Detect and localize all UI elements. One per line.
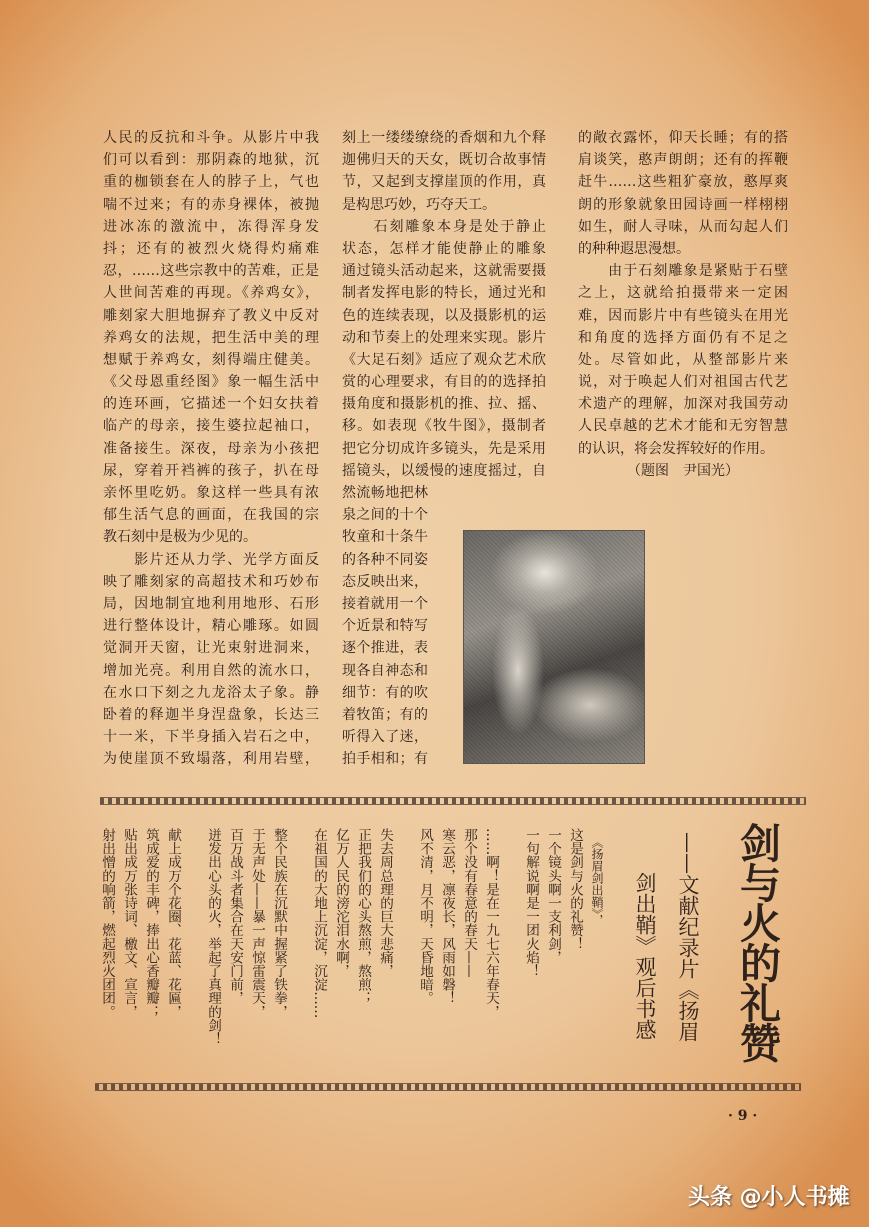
stone-carving-photo bbox=[463, 530, 645, 764]
poem-line: 风不清，月不明，天昏地暗。 bbox=[417, 828, 433, 1005]
poem-line: ……啊！是在一九七六年春天， bbox=[483, 828, 499, 1019]
article-column-1 bbox=[103, 127, 319, 770]
text-line: 人世间苦难的再现。《养鸡女》， bbox=[103, 285, 319, 302]
text-line: 的连环画，它描述一个妇女扶着 bbox=[103, 396, 319, 413]
text-line: 《父母恩重经图》象一幅生活中 bbox=[103, 374, 319, 391]
text-line: 养鸡女的法规，把生活中美的理 bbox=[103, 329, 319, 346]
text-line: 迦佛归天的天女，既切合故事情 bbox=[342, 152, 546, 169]
text-line: 刻上一缕缕缭绕的香烟和九个释 bbox=[342, 130, 546, 146]
text-line: 想赋于养鸡女，刻得端庄健美。 bbox=[103, 351, 319, 368]
text-line: 雕刻家大胆地摒弃了教义中反对 bbox=[103, 307, 319, 324]
text-line: 《大足石刻》适应了观众艺术欣 bbox=[342, 351, 546, 368]
text-line: 准备接生。深夜，母亲为小孩把 bbox=[103, 440, 319, 457]
text-line: 摄角度和摄影机的推、拉、摇、 bbox=[342, 396, 546, 413]
text-line: 摇镜头，以缓慢的速度摇过，自 bbox=[342, 462, 546, 479]
text-line: 临产的母亲，接生婆拉起袖口， bbox=[103, 418, 319, 435]
text-line: 状态，怎样才能使静止的雕象 bbox=[342, 240, 546, 257]
text-line: 如生，耐人寻味，从而勾起人们 bbox=[578, 218, 788, 235]
decorative-divider-top bbox=[100, 797, 806, 805]
text-line: 亲怀里吃奶。象这样一些具有浓 bbox=[103, 485, 319, 501]
text-line: 教石刻中是极为少见的。 bbox=[103, 529, 257, 546]
watermark: 头条 @小人书摊 bbox=[688, 1185, 850, 1210]
poem-body bbox=[96, 828, 608, 1073]
text-line: 现各自神态和 bbox=[342, 662, 428, 679]
poem-line: 百万战斗者集合在天安门前， bbox=[227, 828, 243, 1005]
text-line: 喘不过来；有的赤身裸体，被抛 bbox=[103, 196, 319, 213]
text-line: 人民卓越的艺术才能和无穷智慧 bbox=[578, 418, 788, 435]
text-line: 抖；还有的被烈火烧得灼痛难 bbox=[103, 240, 319, 257]
text-line: 为使崖顶不致塌落，利用岩壁， bbox=[103, 751, 319, 768]
poem-line: 献上成万个花圈、花蓝、花匾， bbox=[165, 828, 181, 1019]
poem-line: 整个民族在沉默中握紧了铁拳， bbox=[271, 828, 287, 1019]
text-line: 然流畅地把林 bbox=[342, 485, 428, 501]
text-line: 拍手相和；有 bbox=[342, 751, 428, 768]
text-line: 处。尽管如此，从整部影片来 bbox=[578, 351, 788, 368]
text-line: 增加光亮。利用自然的流水口， bbox=[103, 662, 319, 679]
text-line: 的认识，将会发挥较好的作用。 bbox=[578, 440, 774, 457]
text-line: 肩谈笑，憨声朗朗；还有的挥鞭 bbox=[578, 152, 788, 169]
photo-credit: （题图 尹国光） bbox=[627, 462, 739, 479]
text-line: 们可以看到：那阴森的地狱，沉 bbox=[103, 152, 319, 169]
text-line: 由于石刻雕象是紧贴于石壁 bbox=[578, 263, 788, 280]
poem-line: 贴出成万张诗词、檄文、宣言， bbox=[121, 828, 137, 1019]
poem-line: 寒云恶，凛夜长，风雨如磐！ bbox=[439, 828, 455, 1005]
poem-line: 射出憎的响箭，燃起烈火团团。 bbox=[99, 828, 115, 1019]
text-line: 的各种不同姿 bbox=[342, 551, 428, 568]
poem-line: 亿万人民的滂沱泪水啊， bbox=[333, 828, 349, 978]
text-line: 难，因而影片中有些镜头在用光 bbox=[578, 307, 788, 324]
poem-line: 《扬眉剑出鞘》， bbox=[590, 836, 604, 926]
text-line: 影片还从力学、光学方面反 bbox=[103, 551, 319, 568]
poem-line: 迸发出心头的火，举起了真理的剑！ bbox=[205, 828, 221, 1046]
text-line: 石刻雕象本身是处于静止 bbox=[342, 218, 546, 235]
text-line: 卧着的释迦半身涅盘象，长达三 bbox=[103, 706, 319, 723]
text-line: 着牧笛；有的 bbox=[342, 706, 428, 723]
text-line: 细节：有的吹 bbox=[342, 684, 428, 701]
poem-line: 一个镜头啊一支利剑， bbox=[545, 828, 561, 964]
poem-line: 于无声处——暴一声惊雷震天， bbox=[249, 828, 265, 1019]
article-column-3 bbox=[578, 127, 788, 482]
poem-title: 剑与火的礼赞 bbox=[733, 822, 781, 1062]
poem-line: 筑成爱的丰碑，捧出心香瓣瓣； bbox=[143, 828, 159, 1019]
poem-subtitle-line1: ——文献纪录片《扬眉 bbox=[676, 832, 700, 1042]
poem-line: 这是剑与火的礼赞！ bbox=[567, 828, 583, 951]
text-line: 通过镜头活动起来，这就需要摄 bbox=[342, 263, 546, 280]
text-line: 人民的反抗和斗争。从影片中我 bbox=[103, 130, 319, 146]
poem-line: 那个没有春意的春天—— bbox=[461, 828, 477, 978]
text-line: 动和节奏上的处理来实现。影片 bbox=[342, 329, 546, 346]
poem-line: 一句解说啊是一团火焰！ bbox=[523, 828, 539, 978]
text-line: 制者发挥电影的特长，通过光和 bbox=[342, 285, 546, 302]
text-line: 十一米，下半身插入岩石之中， bbox=[103, 729, 319, 746]
text-line: 的种种遐思漫想。 bbox=[578, 240, 690, 257]
text-line: 是构思巧妙，巧夺天工。 bbox=[342, 196, 496, 213]
poem-line: 在祖国的大地上沉淀，沉淀…… bbox=[311, 828, 327, 1019]
text-line: 态反映出来， bbox=[342, 573, 428, 590]
text-line: 和角度的选择方面仍有不足之 bbox=[578, 329, 788, 346]
text-line: 接着就用一个 bbox=[342, 595, 428, 612]
text-line: 忍，……这些宗教中的苦难，正是 bbox=[103, 263, 319, 280]
text-line: 朗的形象就象田园诗画一样栩栩 bbox=[578, 196, 788, 213]
text-line: 郁生活气息的画面，在我国的宗 bbox=[103, 507, 319, 524]
text-line: 觉洞开天窗，让光束射进洞来， bbox=[103, 640, 319, 657]
poem-line: 正把我们的心头熬煎，熬煎； bbox=[355, 828, 371, 1005]
text-line: 之上，这就给拍摄带来一定困 bbox=[578, 285, 788, 302]
text-line: 局，因地制宜地利用地形、石形 bbox=[103, 595, 319, 612]
text-line: 赏的心理要求，有目的的选择拍 bbox=[342, 374, 546, 391]
text-line: 泉之间的十个 bbox=[342, 507, 428, 524]
decorative-divider-bottom bbox=[95, 1083, 801, 1091]
text-line: 术遗产的理解，加深对我国劳动 bbox=[578, 396, 788, 413]
text-line: 赶牛……这些粗犷豪放，憨厚爽 bbox=[578, 174, 788, 191]
page-number: · 9 · bbox=[728, 1108, 758, 1124]
poem-subtitle-line2: 剑出鞘》观后书感 bbox=[633, 872, 657, 1040]
text-line: 牧童和十条牛 bbox=[342, 529, 428, 546]
text-line: 进冰冻的激流中，冻得浑身发 bbox=[103, 218, 319, 235]
text-line: 移。如表现《牧牛图》，摄制者 bbox=[342, 418, 546, 435]
text-line: 映了雕刻家的高超技术和巧妙布 bbox=[103, 573, 319, 590]
text-line: 进行整体设计，精心雕琢。如圆 bbox=[103, 618, 319, 635]
text-line: 的敞衣露怀，仰天长睡；有的搭 bbox=[578, 130, 788, 146]
text-line: 逐个推进，表 bbox=[342, 640, 428, 657]
text-line: 听得入了迷， bbox=[342, 729, 428, 746]
text-line: 在水口下刻之九龙浴太子象。静 bbox=[103, 684, 319, 701]
text-line: 尿，穿着开裆裤的孩子，扒在母 bbox=[103, 462, 319, 479]
text-line: 个近景和特写 bbox=[342, 618, 428, 635]
poem-line: 失去周总理的巨大悲痛， bbox=[377, 828, 393, 978]
text-line: 重的枷锁套在人的脖子上，气也 bbox=[103, 174, 319, 191]
text-line: 说，对于唤起人们对祖国古代艺 bbox=[578, 374, 788, 391]
text-line: 节，又起到支撑崖顶的作用，真 bbox=[342, 174, 546, 191]
text-line: 色的连续表现，以及摄影机的运 bbox=[342, 307, 546, 324]
text-line: 把它分切成许多镜头，先是采用 bbox=[342, 440, 546, 457]
